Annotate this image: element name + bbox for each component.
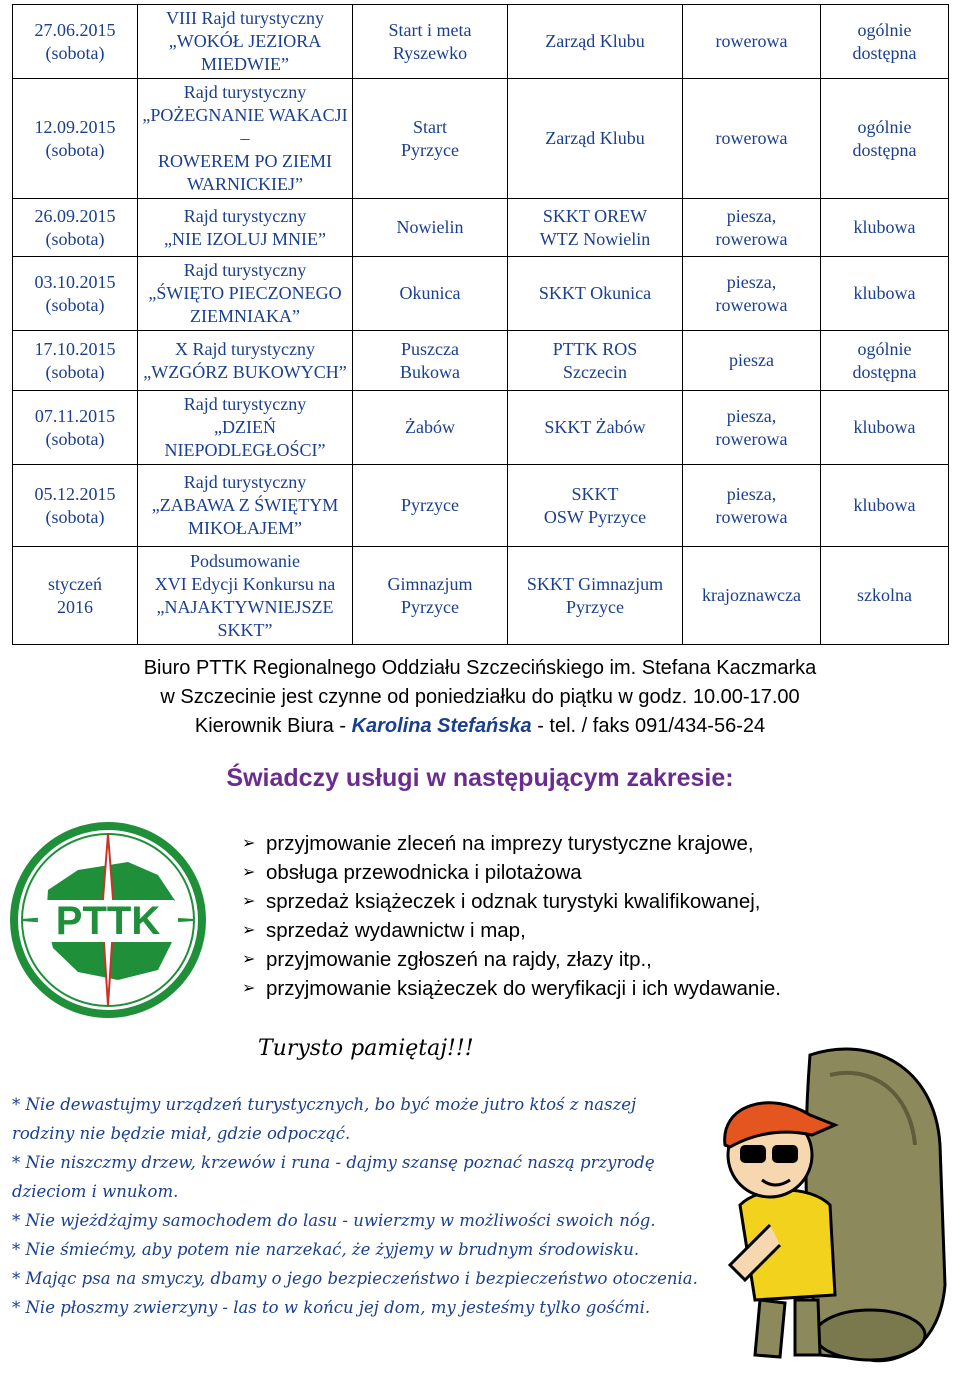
- event-type-cell: [683, 547, 821, 645]
- event-date-cell: [13, 257, 138, 331]
- event-name-text: Rajd turystyczny: [183, 260, 307, 280]
- service-item-text: przyjmowanie zgłoszeń na rajdy, złazy itp.,: [266, 948, 652, 971]
- event-place-cell: [353, 5, 508, 79]
- event-type-cell: [683, 5, 821, 79]
- rule-item: * Nie niszczmy drzew, krzewów i runa - dajmy szansę poznać naszą przyrodę dzieciom i wnukom.: [12, 1153, 655, 1201]
- event-row: [13, 465, 949, 547]
- event-access-text: ogólnie: [857, 19, 912, 40]
- service-item: [240, 829, 781, 858]
- event-organizer-text: Zarząd Klubu: [545, 31, 645, 51]
- tourist-rules: [12, 1090, 702, 1322]
- event-place-cell: [353, 199, 508, 257]
- event-date-text: (sobota): [45, 294, 105, 315]
- event-date-text: 03.10.2015: [34, 271, 116, 292]
- service-item: [240, 974, 781, 1003]
- event-date-cell: [13, 547, 138, 645]
- event-name-text: MIEDWIE”: [201, 54, 289, 74]
- event-date-text: styczeń: [48, 573, 102, 594]
- event-type-cell: [683, 79, 821, 199]
- service-item-text: sprzedaż wydawnictw i map,: [266, 919, 526, 942]
- event-date-text: 26.09.2015: [34, 205, 116, 226]
- office-contact-prefix: Kierownik Biura -: [194, 715, 352, 737]
- service-item: [240, 887, 781, 916]
- event-access-text: klubowa: [853, 495, 916, 515]
- event-row: [13, 547, 949, 645]
- arrow-bullet-icon: ➢: [242, 864, 256, 881]
- event-place-text: Okunica: [399, 283, 461, 303]
- event-organizer-text: Szczecin: [563, 361, 627, 382]
- event-place-cell: [353, 391, 508, 465]
- event-name-text: „NAJAKTYWNIEJSZE: [156, 596, 334, 617]
- event-place-text: Start: [413, 116, 447, 137]
- event-place-text: Start i meta: [388, 19, 472, 40]
- event-organizer-cell: [508, 391, 683, 465]
- rule-item: * Nie śmiećmy, aby potem nie narzekać, że żyjemy w brudnym środowisku.: [12, 1240, 640, 1259]
- event-name-text: „POŻEGNANIE WAKACJI –: [142, 105, 348, 148]
- arrow-bullet-icon: ➢: [242, 893, 256, 910]
- event-access-cell: [821, 199, 949, 257]
- event-place-text: Pyrzyce: [401, 139, 459, 160]
- event-date-text: 27.06.2015: [34, 19, 116, 40]
- event-organizer-text: SKKT Gimnazjum: [526, 573, 664, 594]
- event-row: [13, 5, 949, 79]
- event-name-text: ROWEREM PO ZIEMI: [158, 151, 332, 171]
- event-date-text: 12.09.2015: [34, 116, 116, 137]
- event-organizer-text: PTTK ROS: [552, 338, 638, 359]
- event-name-text: „DZIEŃ NIEPODLEGŁOŚCI”: [164, 417, 326, 460]
- arrow-bullet-icon: ➢: [242, 980, 256, 997]
- events-table: [12, 4, 949, 645]
- service-item-text: przyjmowanie książeczek do weryfikacji i ich wydawanie.: [266, 977, 781, 1000]
- event-name-text: WARNICKIEJ”: [187, 174, 303, 194]
- event-date-text: (sobota): [45, 228, 105, 249]
- services-list: [240, 829, 781, 1003]
- event-organizer-cell: [508, 79, 683, 199]
- pttk-logo-text: PTTK: [55, 899, 161, 943]
- event-name-text: XVI Edycji Konkursu na: [154, 573, 336, 594]
- event-access-text: klubowa: [853, 217, 916, 237]
- event-place-cell: [353, 547, 508, 645]
- arrow-bullet-icon: ➢: [242, 835, 256, 852]
- event-name-text: Podsumowanie: [190, 550, 300, 571]
- event-organizer-cell: [508, 465, 683, 547]
- event-type-cell: [683, 391, 821, 465]
- event-access-cell: [821, 331, 949, 391]
- event-date-cell: [13, 465, 138, 547]
- event-date-text: (sobota): [45, 361, 105, 382]
- event-row: [13, 331, 949, 391]
- event-date-text: (sobota): [45, 139, 105, 160]
- event-type-text: piesza,: [726, 405, 777, 426]
- event-access-text: dostępna: [852, 42, 917, 63]
- office-contact-phone: - tel. / faks 091/434-56-24: [531, 715, 766, 737]
- event-date-text: 17.10.2015: [34, 338, 116, 359]
- service-item-text: obsługa przewodnicka i pilotażowa: [266, 861, 582, 884]
- event-type-cell: [683, 465, 821, 547]
- event-place-text: Puszcza: [401, 338, 459, 359]
- event-type-cell: [683, 199, 821, 257]
- event-name-text: Rajd turystyczny: [183, 205, 307, 226]
- event-name-cell: [138, 199, 353, 257]
- arrow-bullet-icon: ➢: [242, 951, 256, 968]
- event-date-text: (sobota): [45, 428, 105, 449]
- event-date-cell: [13, 391, 138, 465]
- event-access-text: szkolna: [857, 585, 912, 605]
- service-item: [240, 858, 781, 887]
- event-organizer-text: SKKT Żabów: [544, 417, 646, 437]
- event-row: [13, 199, 949, 257]
- event-type-text: piesza: [729, 350, 774, 370]
- event-access-cell: [821, 391, 949, 465]
- event-organizer-text: OSW Pyrzyce: [543, 506, 647, 527]
- event-organizer-cell: [508, 331, 683, 391]
- event-access-cell: [821, 465, 949, 547]
- event-type-text: rowerowa: [715, 31, 788, 51]
- office-hours-line: Biuro PTTK Regionalnego Oddziału Szczecińskiego im. Stefana Kaczmarka: [143, 657, 817, 679]
- event-access-text: ogólnie: [857, 338, 912, 359]
- rule-item: * Nie dewastujmy urządzeń turystycznych, bo być może jutro ktoś z naszej rodziny nie będzie miał, gdzie odpocząć.: [12, 1095, 637, 1143]
- event-organizer-text: WTZ Nowielin: [539, 228, 651, 249]
- event-type-text: rowerowa: [715, 428, 788, 449]
- event-type-text: piesza,: [726, 483, 777, 504]
- event-access-text: klubowa: [853, 283, 916, 303]
- event-place-cell: [353, 331, 508, 391]
- remember-heading: Turysto pamiętaj!!!: [258, 1036, 474, 1061]
- event-name-cell: [138, 79, 353, 199]
- event-organizer-text: Pyrzyce: [566, 596, 624, 617]
- event-type-text: piesza,: [726, 205, 777, 226]
- event-organizer-text: SKKT: [571, 483, 619, 504]
- event-access-cell: [821, 5, 949, 79]
- office-contact-line: [0, 712, 960, 741]
- event-row: [13, 257, 949, 331]
- event-date-cell: [13, 5, 138, 79]
- event-name-text: Rajd turystyczny: [183, 394, 307, 414]
- event-organizer-text: Zarząd Klubu: [545, 128, 645, 148]
- event-place-text: Żabów: [405, 417, 455, 437]
- event-date-text: (sobota): [45, 506, 105, 527]
- event-organizer-cell: [508, 547, 683, 645]
- event-type-text: rowerowa: [715, 506, 788, 527]
- event-type-text: rowerowa: [715, 294, 788, 315]
- event-name-text: X Rajd turystyczny: [175, 338, 315, 359]
- service-item: [240, 945, 781, 974]
- event-access-cell: [821, 79, 949, 199]
- event-organizer-cell: [508, 5, 683, 79]
- event-name-cell: [138, 547, 353, 645]
- event-name-text: „ZABAWA Z ŚWIĘTYM: [151, 495, 339, 515]
- office-manager-name: Karolina Stefańska: [351, 715, 532, 737]
- event-name-text: ZIEMNIAKA”: [190, 306, 300, 326]
- event-place-text: Pyrzyce: [401, 495, 459, 515]
- event-access-text: ogólnie: [857, 116, 912, 137]
- event-place-text: Nowielin: [396, 217, 464, 237]
- event-place-text: Ryszewko: [392, 42, 468, 63]
- event-name-text: „WOKÓŁ JEZIORA: [168, 31, 322, 51]
- event-date-cell: [13, 79, 138, 199]
- services-title: Świadczy usługi w następującym zakresie:: [226, 764, 734, 792]
- service-item-text: sprzedaż książeczek i odznak turystyki kwalifikowanej,: [266, 890, 761, 913]
- event-row: [13, 391, 949, 465]
- event-type-text: krajoznawcza: [702, 585, 801, 605]
- rule-item: * Mając psa na smyczy, dbamy o jego bezpieczeństwo i bezpieczeństwo otoczenia.: [12, 1269, 698, 1288]
- hiker-illustration: [700, 1035, 950, 1370]
- pttk-logo: [8, 820, 208, 1020]
- event-name-cell: [138, 5, 353, 79]
- event-date-text: 05.12.2015: [34, 483, 116, 504]
- rule-item: * Nie wjeżdżajmy samochodem do lasu - uwierzmy w możliwości swoich nóg.: [12, 1211, 656, 1230]
- event-place-cell: [353, 79, 508, 199]
- events-table-body: [13, 5, 949, 645]
- event-name-text: SKKT”: [217, 619, 273, 640]
- event-name-cell: [138, 257, 353, 331]
- service-item: [240, 916, 781, 945]
- event-access-text: klubowa: [853, 417, 916, 437]
- event-name-text: „NIE IZOLUJ MNIE”: [164, 228, 326, 249]
- event-access-cell: [821, 257, 949, 331]
- event-name-cell: [138, 465, 353, 547]
- event-place-cell: [353, 465, 508, 547]
- event-name-cell: [138, 331, 353, 391]
- event-type-text: rowerowa: [715, 128, 788, 148]
- service-item-text: przyjmowanie zleceń na imprezy turystyczne krajowe,: [266, 832, 754, 855]
- event-row: [13, 79, 949, 199]
- event-organizer-text: SKKT Okunica: [538, 283, 652, 303]
- event-access-cell: [821, 547, 949, 645]
- event-name-cell: [138, 391, 353, 465]
- event-access-text: dostępna: [852, 361, 917, 382]
- event-name-text: Rajd turystyczny: [183, 82, 307, 102]
- arrow-bullet-icon: ➢: [242, 922, 256, 939]
- event-place-text: Bukowa: [400, 361, 460, 382]
- event-date-text: (sobota): [45, 42, 105, 63]
- event-organizer-cell: [508, 199, 683, 257]
- event-name-text: MIKOŁAJEM”: [188, 518, 302, 538]
- event-type-text: piesza,: [726, 271, 777, 292]
- rule-item: * Nie płoszmy zwierzyny - las to w końcu jej dom, my jesteśmy tylko gośćmi.: [12, 1298, 651, 1317]
- event-organizer-cell: [508, 257, 683, 331]
- office-hours-line: w Szczecinie jest czynne od poniedziałku do piątku w godz. 10.00-17.00: [160, 686, 800, 708]
- event-type-cell: [683, 257, 821, 331]
- event-place-text: Pyrzyce: [401, 596, 459, 617]
- event-date-cell: [13, 331, 138, 391]
- event-name-text: „WZGÓRZ BUKOWYCH”: [143, 361, 347, 382]
- event-place-cell: [353, 257, 508, 331]
- event-name-text: VIII Rajd turystyczny: [166, 8, 324, 28]
- event-organizer-text: SKKT OREW: [542, 205, 648, 226]
- event-date-text: 07.11.2015: [34, 405, 116, 426]
- event-place-text: Gimnazjum: [387, 573, 473, 594]
- event-name-text: „ŚWIĘTO PIECZONEGO: [148, 283, 342, 303]
- event-access-text: dostępna: [852, 139, 917, 160]
- event-name-text: Rajd turystyczny: [183, 472, 307, 492]
- event-type-text: rowerowa: [715, 228, 788, 249]
- event-type-cell: [683, 331, 821, 391]
- event-date-text: 2016: [57, 596, 93, 617]
- event-date-cell: [13, 199, 138, 257]
